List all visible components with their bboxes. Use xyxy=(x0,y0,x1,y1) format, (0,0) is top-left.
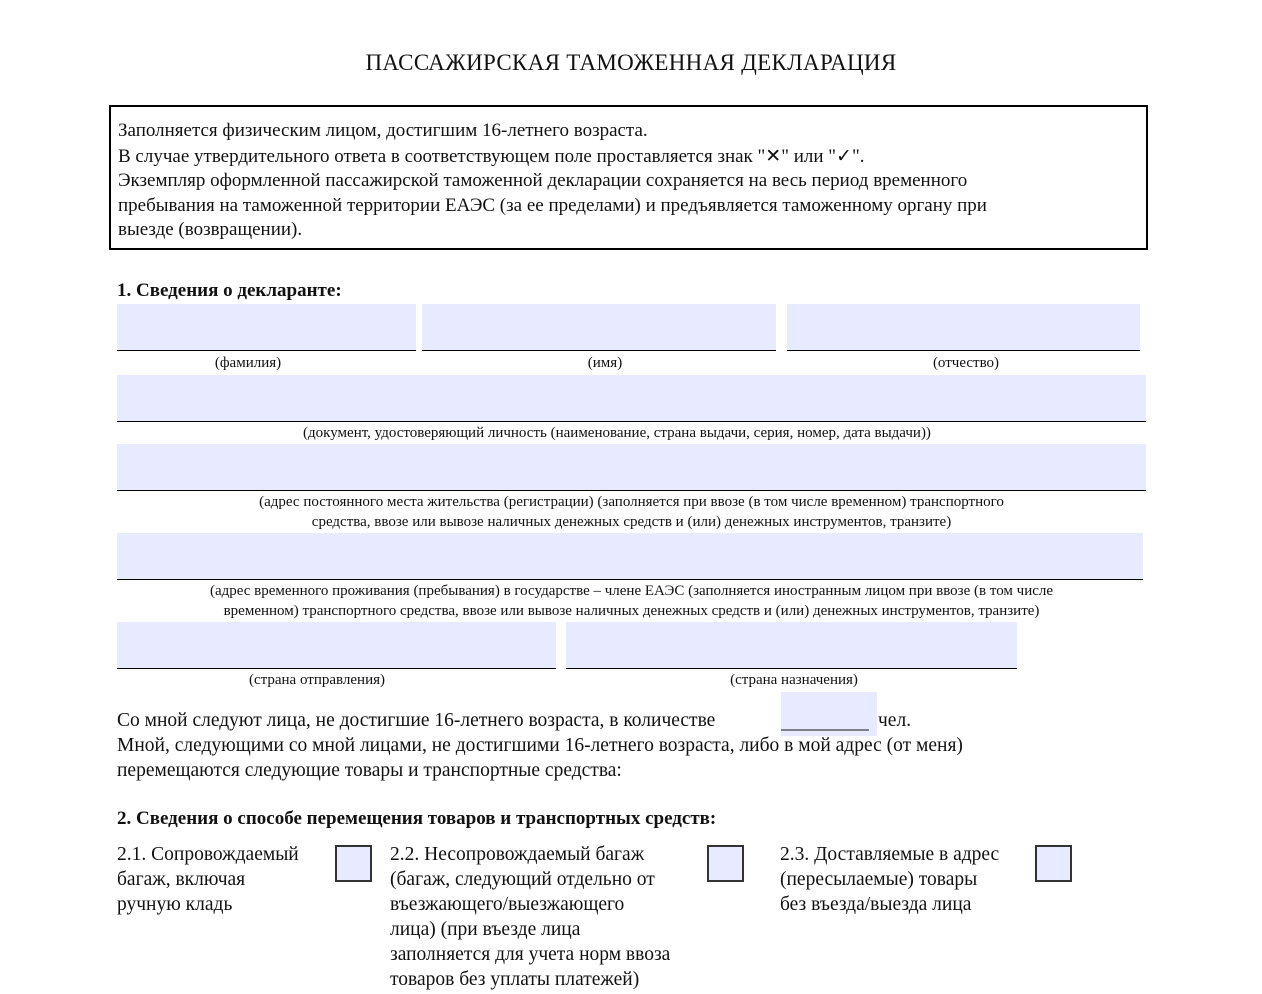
option-label-line: ручную кладь xyxy=(117,894,233,915)
instruction-line: пребывания на таможенной территории ЕАЭС (за ее пределами) и предъявляется таможенному органу при xyxy=(118,195,987,216)
option-unaccompanied-baggage-label xyxy=(390,842,670,992)
option-label-line: (багаж, следующий отдельно от xyxy=(390,869,655,890)
minors-unit: чел. xyxy=(878,710,912,731)
instruction-line: Заполняется физическим лицом, достигшим 16-летнего возраста. xyxy=(118,120,648,141)
patronymic-caption: (отчество) xyxy=(932,355,1000,371)
temporary-address-caption: временном) транспортного средства, ввозе или вывозе наличных денежных средств и (или) денежных инструментов, транзите) xyxy=(223,603,1040,619)
temporary-address-caption: (адрес временного проживания (пребывания) в государстве – члене ЕАЭС (заполняется иностранным лицом при ввозе (в том числе xyxy=(209,583,1054,599)
goods-intro-line: перемещаются следующие товары и транспортные средства: xyxy=(117,760,622,781)
option-label-line: товаров без уплаты платежей) xyxy=(390,969,640,990)
option-label-line: без въезда/выезда лица xyxy=(780,894,972,915)
instruction-line: В случае утвердительного ответа в соответствующем поле проставляется знак "✕" или "✓". xyxy=(118,146,865,167)
surname-field[interactable] xyxy=(117,304,416,351)
permanent-address-field[interactable] xyxy=(117,444,1146,491)
temporary-address-field[interactable] xyxy=(117,533,1143,580)
permanent-address-caption: средства, ввозе или вывозе наличных денежных средств и (или) денежных инструментов, транзите) xyxy=(311,514,952,530)
name-field[interactable] xyxy=(422,304,776,351)
option-label-line: 2.2. Несопровождаемый багаж xyxy=(390,844,645,865)
option-label-line: (пересылаемые) товары xyxy=(780,869,978,890)
destination-country-caption: (страна назначения) xyxy=(730,672,858,688)
delivered-goods-checkbox[interactable] xyxy=(1035,845,1072,882)
instruction-line: выезде (возвращении). xyxy=(118,219,303,240)
identity-document-field[interactable] xyxy=(117,375,1146,422)
option-delivered-goods-label xyxy=(780,842,999,917)
instruction-line: Экземпляр оформленной пассажирской таможенной декларации сохраняется на весь период временного xyxy=(118,170,968,191)
patronymic-field[interactable] xyxy=(787,304,1140,351)
section-1-heading: 1. Сведения о декларанте: xyxy=(117,280,342,301)
minors-text: Со мной следуют лица, не достигшие 16-летнего возраста, в количестве xyxy=(117,710,716,731)
form-title: ПАССАЖИРСКАЯ ТАМОЖЕННАЯ ДЕКЛАРАЦИЯ xyxy=(365,50,897,75)
departure-country-field[interactable] xyxy=(117,622,556,669)
minors-count-value: _________ xyxy=(781,712,869,733)
option-label-line: 2.3. Доставляемые в адрес xyxy=(780,844,1000,865)
option-label-line: багаж, включая xyxy=(117,869,246,890)
goods-intro-line: Мной, следующими со мной лицами, не достигшими 16-летнего возраста, либо в мой адрес (от меня) xyxy=(117,735,963,756)
unaccompanied-baggage-checkbox[interactable] xyxy=(707,845,744,882)
accompanied-baggage-checkbox[interactable] xyxy=(335,845,372,882)
name-caption: (имя) xyxy=(587,355,623,371)
permanent-address-caption: (адрес постоянного места жительства (регистрации) (заполняется при ввозе (в том числе временном) транспортного xyxy=(259,494,1004,510)
destination-country-field[interactable] xyxy=(566,622,1017,669)
option-label-line: 2.1. Сопровождаемый xyxy=(117,844,299,865)
minors-count-field[interactable] xyxy=(781,692,877,736)
surname-caption: (фамилия) xyxy=(214,355,282,371)
option-label-line: лица) (при въезде лица xyxy=(390,919,581,940)
option-label-line: въезжающего/выезжающего xyxy=(390,894,625,915)
option-label-line: заполняется для учета норм ввоза xyxy=(390,944,671,965)
instructions-box xyxy=(109,105,1148,250)
section-2-heading: 2. Сведения о способе перемещения товаров и транспортных средств: xyxy=(117,808,717,829)
option-accompanied-baggage-label xyxy=(117,842,299,917)
identity-document-caption: (документ, удостоверяющий личность (наименование, страна выдачи, серия, номер, дата выдачи)) xyxy=(303,425,931,441)
departure-country-caption: (страна отправления) xyxy=(248,672,385,688)
